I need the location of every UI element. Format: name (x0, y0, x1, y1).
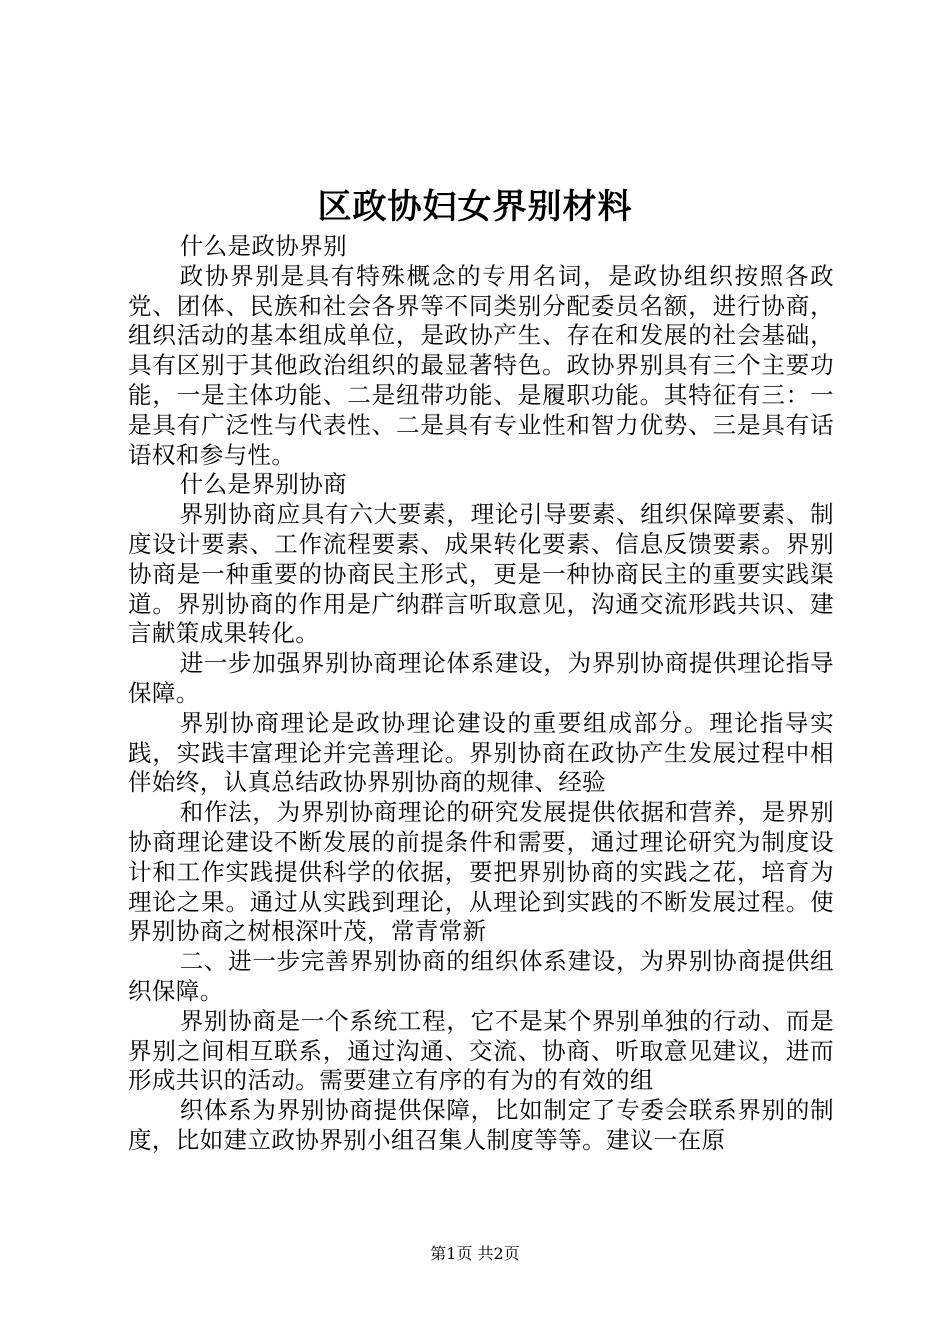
paragraph: 界别协商应具有六大要素，理论引导要素、组织保障要素、制度设计要素、工作流程要素、成果转化要素、信息反馈要素。界别协商是一种重要的协商民主形式，更是一种协商民主的重要实践渠道。界别协商的作用是广纳群言听取意见，沟通交流形践共识、建言献策成果转化。 (128, 500, 834, 648)
paragraph: 进一步加强界别协商理论体系建设，为界别协商提供理论指导保障。 (128, 649, 834, 707)
paragraph: 二、进一步完善界别协商的组织体系建设，为界别协商提供组织保障。 (128, 947, 834, 1005)
paragraph: 界别协商是一个系统工程，它不是某个界别单独的行动、而是界别之间相互联系，通过沟通、交流、协商、听取意见建议，进而形成共识的活动。需要建立有序的有为的有效的组 (128, 1006, 834, 1095)
document-title: 区政协妇女界别材料 (317, 187, 633, 227)
paragraph: 什么是界别协商 (179, 470, 347, 499)
document-body (128, 232, 834, 1156)
paragraph: 和作法，为界别协商理论的研究发展提供依据和营养，是界别协商理论建设不断发展的前提条件和需要，通过理论研究为制度设计和工作实践提供科学的依据，要把界别协商的实践之花，培育为理论之果。通过从实践到理论，从理论到实践的不断发展过程。使界别协商之树根深叶茂，常青常新 (128, 798, 834, 946)
paragraph: 政协界别是具有特殊概念的专用名词，是政协组织按照各政党、团体、民族和社会各界等不同类别分配委员名额，进行协商，组织活动的基本组成单位，是政协产生、存在和发展的社会基础，具有区别于其他政治组织的最显著特色。政协界别具有三个主要功能，一是主体功能、二是纽带功能、是履职功能。其特征有三：一是具有广泛性与代表性、二是具有专业性和智力优势、三是具有话语权和参与性。 (128, 261, 834, 469)
paragraph: 织体系为界别协商提供保障，比如制定了专委会联系界别的制度，比如建立政协界别小组召集人制度等等。建议一在原 (128, 1096, 834, 1154)
paragraph: 界别协商理论是政协理论建设的重要组成部分。理论指导实践，实践丰富理论并完善理论。界别协商在政协产生发展过程中相伴始终，认真总结政协界别协商的规律、经验 (128, 708, 834, 797)
paragraph: 什么是政协界别 (179, 232, 347, 260)
page-footer: 第1页 共2页 (430, 1244, 520, 1263)
